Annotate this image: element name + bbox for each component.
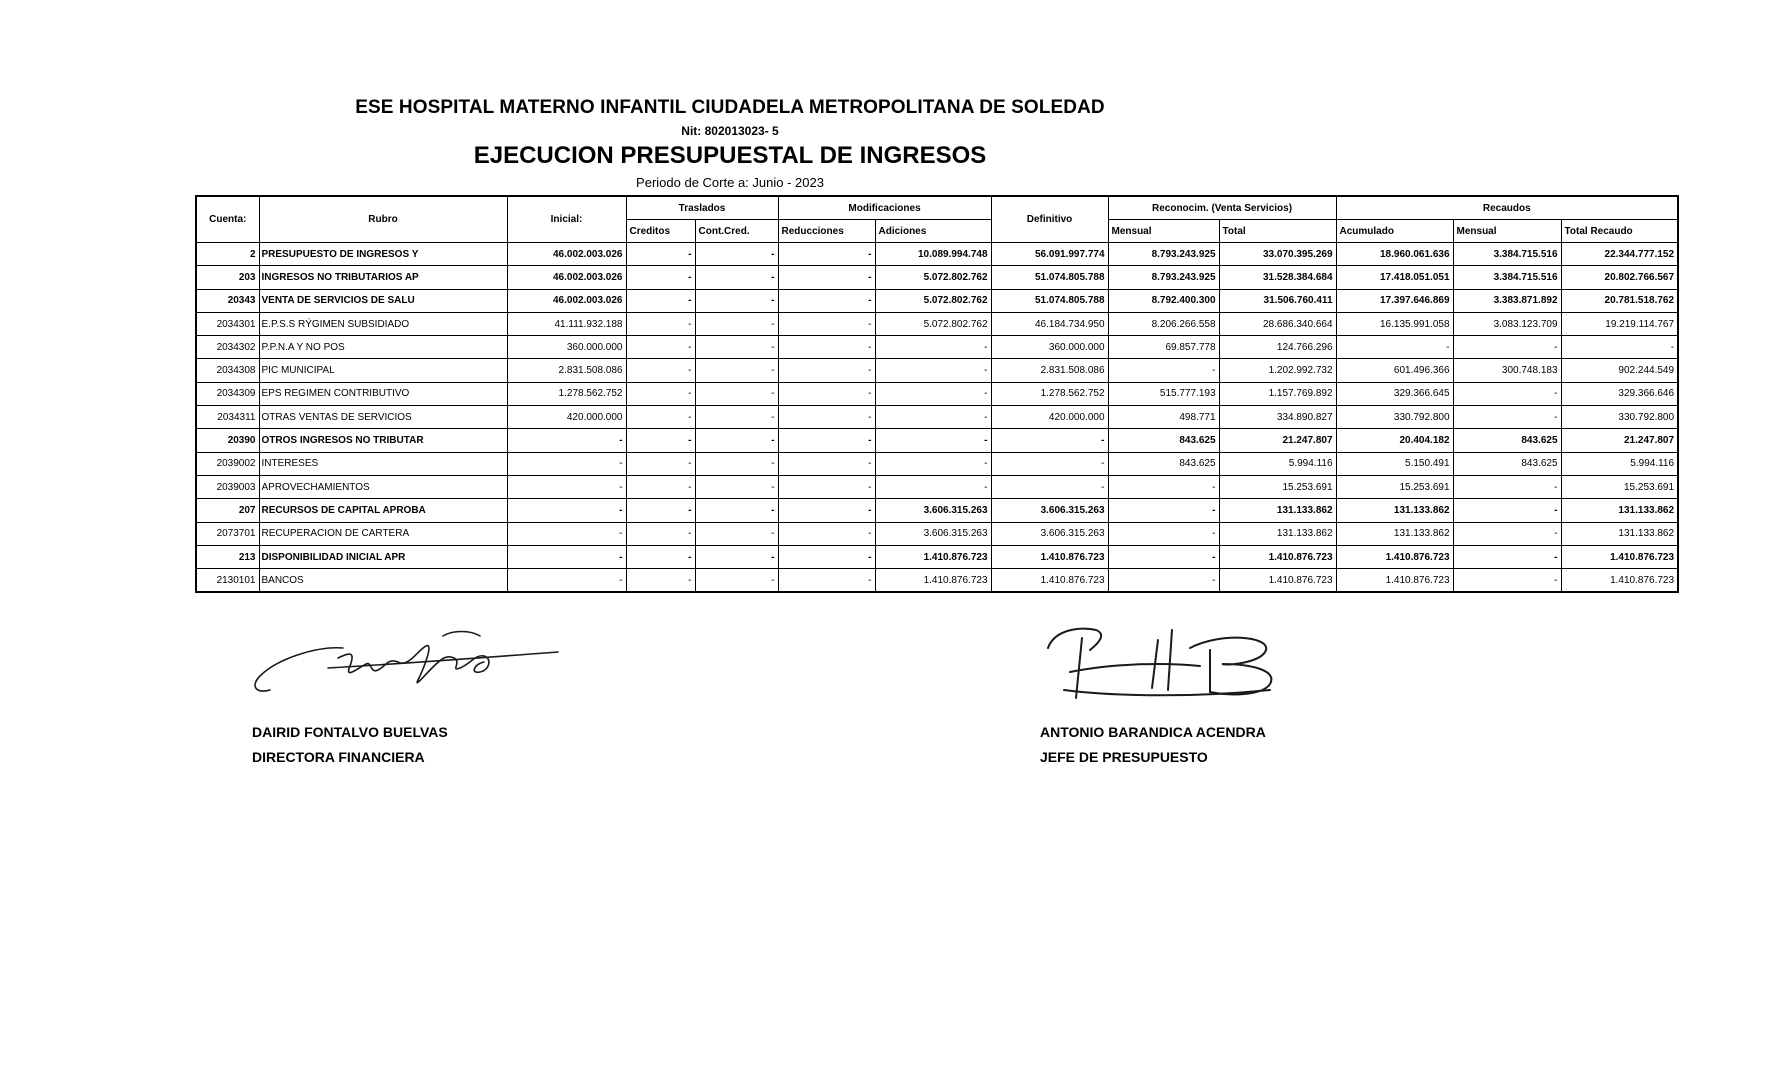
cell-inicial: - <box>507 452 626 475</box>
cell-reducciones: - <box>778 429 875 452</box>
cell-acumulado: 15.253.691 <box>1336 475 1453 498</box>
cell-creditos: - <box>626 359 695 382</box>
table-row <box>196 452 1678 475</box>
cell-total-recaudo: - <box>1561 336 1678 359</box>
cell-rec-mensual: 515.777.193 <box>1108 382 1219 405</box>
cell-reducciones: - <box>778 499 875 522</box>
cell-definitivo: 3.606.315.263 <box>991 522 1108 545</box>
cell-rubro: VENTA DE SERVICIOS DE SALU <box>259 289 507 312</box>
col-rubro: Rubro <box>259 196 507 243</box>
cell-acumulado: 131.133.862 <box>1336 522 1453 545</box>
cell-cuenta: 20343 <box>196 289 259 312</box>
cell-cuenta: 2 <box>196 243 259 266</box>
cell-adiciones: - <box>875 359 991 382</box>
cell-creditos: - <box>626 545 695 568</box>
table-row <box>196 522 1678 545</box>
cell-acumulado: 601.496.366 <box>1336 359 1453 382</box>
cell-total-recaudo: 20.781.518.762 <box>1561 289 1678 312</box>
cell-creditos: - <box>626 429 695 452</box>
table-header <box>196 196 1678 243</box>
table-row <box>196 406 1678 429</box>
cell-cuenta: 2130101 <box>196 569 259 593</box>
cell-acumulado: 1.410.876.723 <box>1336 569 1453 593</box>
cell-rubro: EPS REGIMEN CONTRIBUTIVO <box>259 382 507 405</box>
cell-rubro: PRESUPUESTO DE INGRESOS Y <box>259 243 507 266</box>
cell-reducciones: - <box>778 452 875 475</box>
cell-acumulado: 20.404.182 <box>1336 429 1453 452</box>
organization-name: ESE HOSPITAL MATERNO INFANTIL CIUDADELA METROPOLITANA DE SOLEDAD <box>355 97 1105 118</box>
cell-reducciones: - <box>778 522 875 545</box>
cell-adiciones: 3.606.315.263 <box>875 499 991 522</box>
cell-definitivo: - <box>991 429 1108 452</box>
cell-total-recaudo: 330.792.800 <box>1561 406 1678 429</box>
cell-inicial: 46.002.003.026 <box>507 266 626 289</box>
cell-total-recaudo: 1.410.876.723 <box>1561 545 1678 568</box>
cell-definitivo: - <box>991 475 1108 498</box>
cell-inicial: - <box>507 499 626 522</box>
cell-definitivo: 46.184.734.950 <box>991 312 1108 335</box>
cell-acumulado: 17.397.646.869 <box>1336 289 1453 312</box>
cell-rcd-mensual: 3.384.715.516 <box>1453 266 1561 289</box>
col-group-reconocim: Reconocim. (Venta Servicios) <box>1108 196 1336 220</box>
cell-rcd-mensual: - <box>1453 499 1561 522</box>
col-cuenta: Cuenta: <box>196 196 259 243</box>
cell-inicial: 46.002.003.026 <box>507 289 626 312</box>
cell-rubro: E.P.S.S RÝGIMEN SUBSIDIADO <box>259 312 507 335</box>
cell-rubro: RECUPERACION DE CARTERA <box>259 522 507 545</box>
cell-total-recaudo: 5.994.116 <box>1561 452 1678 475</box>
cell-creditos: - <box>626 266 695 289</box>
cell-rec-total: 5.994.116 <box>1219 452 1336 475</box>
col-group-recaudos: Recaudos <box>1336 196 1678 220</box>
cell-creditos: - <box>626 243 695 266</box>
cell-rec-mensual: 843.625 <box>1108 452 1219 475</box>
cell-cuenta: 203 <box>196 266 259 289</box>
cell-rec-mensual: 8.793.243.925 <box>1108 243 1219 266</box>
col-group-traslados: Traslados <box>626 196 778 220</box>
cell-rubro: OTRAS VENTAS DE SERVICIOS <box>259 406 507 429</box>
cell-creditos: - <box>626 336 695 359</box>
cell-rubro: RECURSOS DE CAPITAL APROBA <box>259 499 507 522</box>
cell-creditos: - <box>626 569 695 593</box>
signature-right-role: JEFE DE PRESUPUESTO <box>1040 749 1208 765</box>
cell-contcred: - <box>695 289 778 312</box>
cell-total-recaudo: 131.133.862 <box>1561 499 1678 522</box>
cell-acumulado: 18.960.061.636 <box>1336 243 1453 266</box>
report-period: Periodo de Corte a: Junio - 2023 <box>636 175 824 190</box>
cell-total-recaudo: 20.802.766.567 <box>1561 266 1678 289</box>
cell-total-recaudo: 131.133.862 <box>1561 522 1678 545</box>
cell-reducciones: - <box>778 406 875 429</box>
cell-rec-mensual: 843.625 <box>1108 429 1219 452</box>
cell-rec-total: 124.766.296 <box>1219 336 1336 359</box>
table-row <box>196 359 1678 382</box>
cell-creditos: - <box>626 312 695 335</box>
signature-right-name: ANTONIO BARANDICA ACENDRA <box>1040 724 1266 740</box>
signature-right-image <box>1040 620 1300 710</box>
cell-cuenta: 2039002 <box>196 452 259 475</box>
table-row <box>196 382 1678 405</box>
cell-contcred: - <box>695 266 778 289</box>
cell-rcd-mensual: 3.383.871.892 <box>1453 289 1561 312</box>
cell-adiciones: 1.410.876.723 <box>875 569 991 593</box>
cell-contcred: - <box>695 336 778 359</box>
cell-inicial: 41.111.932.188 <box>507 312 626 335</box>
cell-adiciones: 3.606.315.263 <box>875 522 991 545</box>
cell-inicial: - <box>507 522 626 545</box>
cell-reducciones: - <box>778 382 875 405</box>
nit-label: Nit: 802013023- 5 <box>681 124 779 138</box>
col-adiciones: Adiciones <box>875 220 991 243</box>
cell-cuenta: 2034308 <box>196 359 259 382</box>
cell-total-recaudo: 21.247.807 <box>1561 429 1678 452</box>
cell-rec-mensual: 69.857.778 <box>1108 336 1219 359</box>
cell-inicial: 2.831.508.086 <box>507 359 626 382</box>
signature-left-image <box>248 628 568 696</box>
cell-cuenta: 2073701 <box>196 522 259 545</box>
col-rec-total: Total <box>1219 220 1336 243</box>
cell-rec-total: 33.070.395.269 <box>1219 243 1336 266</box>
cell-acumulado: 131.133.862 <box>1336 499 1453 522</box>
cell-cuenta: 2039003 <box>196 475 259 498</box>
cell-contcred: - <box>695 569 778 593</box>
cell-inicial: - <box>507 429 626 452</box>
col-contcred: Cont.Cred. <box>695 220 778 243</box>
cell-rec-total: 31.506.760.411 <box>1219 289 1336 312</box>
table-row <box>196 289 1678 312</box>
cell-contcred: - <box>695 406 778 429</box>
cell-creditos: - <box>626 522 695 545</box>
cell-rubro: OTROS INGRESOS NO TRIBUTAR <box>259 429 507 452</box>
cell-rcd-mensual: - <box>1453 569 1561 593</box>
cell-cuenta: 2034309 <box>196 382 259 405</box>
cell-rcd-mensual: - <box>1453 382 1561 405</box>
cell-cuenta: 2034311 <box>196 406 259 429</box>
cell-rec-total: 15.253.691 <box>1219 475 1336 498</box>
cell-rubro: INGRESOS NO TRIBUTARIOS AP <box>259 266 507 289</box>
cell-acumulado: 329.366.645 <box>1336 382 1453 405</box>
col-creditos: Creditos <box>626 220 695 243</box>
cell-cuenta: 213 <box>196 545 259 568</box>
cell-cuenta: 207 <box>196 499 259 522</box>
signature-left-name: DAIRID FONTALVO BUELVAS <box>252 724 448 740</box>
cell-cuenta: 20390 <box>196 429 259 452</box>
cell-creditos: - <box>626 452 695 475</box>
cell-rec-total: 1.410.876.723 <box>1219 545 1336 568</box>
cell-inicial: 1.278.562.752 <box>507 382 626 405</box>
table-row <box>196 475 1678 498</box>
cell-total-recaudo: 22.344.777.152 <box>1561 243 1678 266</box>
table-row <box>196 336 1678 359</box>
cell-rec-mensual: - <box>1108 569 1219 593</box>
cell-inicial: - <box>507 545 626 568</box>
cell-rcd-mensual: - <box>1453 336 1561 359</box>
cell-acumulado: 330.792.800 <box>1336 406 1453 429</box>
cell-total-recaudo: 15.253.691 <box>1561 475 1678 498</box>
cell-adiciones: - <box>875 382 991 405</box>
cell-rec-total: 1.157.769.892 <box>1219 382 1336 405</box>
cell-contcred: - <box>695 243 778 266</box>
cell-adiciones: 1.410.876.723 <box>875 545 991 568</box>
cell-rec-total: 131.133.862 <box>1219 499 1336 522</box>
report-title: EJECUCION PRESUPUESTAL DE INGRESOS <box>473 142 987 169</box>
cell-reducciones: - <box>778 569 875 593</box>
cell-acumulado: 17.418.051.051 <box>1336 266 1453 289</box>
cell-definitivo: 56.091.997.774 <box>991 243 1108 266</box>
cell-reducciones: - <box>778 475 875 498</box>
col-rcd-mensual: Mensual <box>1453 220 1561 243</box>
cell-reducciones: - <box>778 243 875 266</box>
cell-rec-total: 334.890.827 <box>1219 406 1336 429</box>
cell-contcred: - <box>695 475 778 498</box>
cell-rubro: PIC MUNICIPAL <box>259 359 507 382</box>
cell-rec-mensual: - <box>1108 475 1219 498</box>
cell-definitivo: - <box>991 452 1108 475</box>
cell-adiciones: 5.072.802.762 <box>875 266 991 289</box>
cell-inicial: 420.000.000 <box>507 406 626 429</box>
cell-rec-total: 31.528.384.684 <box>1219 266 1336 289</box>
table-row <box>196 499 1678 522</box>
col-definitivo: Definitivo <box>991 196 1108 243</box>
cell-reducciones: - <box>778 266 875 289</box>
cell-contcred: - <box>695 359 778 382</box>
cell-definitivo: 420.000.000 <box>991 406 1108 429</box>
cell-acumulado: 5.150.491 <box>1336 452 1453 475</box>
col-rec-mensual: Mensual <box>1108 220 1219 243</box>
table-row <box>196 545 1678 568</box>
cell-rubro: P.P.N.A Y NO POS <box>259 336 507 359</box>
table-row <box>196 569 1678 593</box>
cell-rec-mensual: - <box>1108 359 1219 382</box>
cell-contcred: - <box>695 499 778 522</box>
cell-contcred: - <box>695 452 778 475</box>
cell-adiciones: - <box>875 452 991 475</box>
cell-rec-mensual: 8.206.266.558 <box>1108 312 1219 335</box>
cell-acumulado: - <box>1336 336 1453 359</box>
cell-adiciones: 5.072.802.762 <box>875 289 991 312</box>
cell-adiciones: 10.089.994.748 <box>875 243 991 266</box>
cell-rec-total: 1.410.876.723 <box>1219 569 1336 593</box>
cell-rcd-mensual: - <box>1453 475 1561 498</box>
table-row <box>196 312 1678 335</box>
cell-contcred: - <box>695 312 778 335</box>
cell-adiciones: 5.072.802.762 <box>875 312 991 335</box>
cell-total-recaudo: 19.219.114.767 <box>1561 312 1678 335</box>
cell-rcd-mensual: - <box>1453 522 1561 545</box>
cell-inicial: - <box>507 569 626 593</box>
cell-definitivo: 1.410.876.723 <box>991 569 1108 593</box>
cell-acumulado: 16.135.991.058 <box>1336 312 1453 335</box>
col-total-recaudo: Total Recaudo <box>1561 220 1678 243</box>
cell-reducciones: - <box>778 359 875 382</box>
cell-rcd-mensual: - <box>1453 545 1561 568</box>
cell-total-recaudo: 1.410.876.723 <box>1561 569 1678 593</box>
col-reducciones: Reducciones <box>778 220 875 243</box>
table-row <box>196 266 1678 289</box>
cell-creditos: - <box>626 382 695 405</box>
cell-total-recaudo: 902.244.549 <box>1561 359 1678 382</box>
cell-total-recaudo: 329.366.646 <box>1561 382 1678 405</box>
cell-contcred: - <box>695 522 778 545</box>
col-group-modificaciones: Modificaciones <box>778 196 991 220</box>
cell-rcd-mensual: 300.748.183 <box>1453 359 1561 382</box>
cell-reducciones: - <box>778 545 875 568</box>
cell-definitivo: 1.278.562.752 <box>991 382 1108 405</box>
cell-rec-mensual: 498.771 <box>1108 406 1219 429</box>
cell-creditos: - <box>626 475 695 498</box>
cell-rec-mensual: - <box>1108 522 1219 545</box>
cell-inicial: 360.000.000 <box>507 336 626 359</box>
cell-rubro: INTERESES <box>259 452 507 475</box>
cell-rec-mensual: 8.792.400.300 <box>1108 289 1219 312</box>
cell-rec-total: 28.686.340.664 <box>1219 312 1336 335</box>
budget-table <box>195 195 1679 593</box>
cell-definitivo: 3.606.315.263 <box>991 499 1108 522</box>
cell-rcd-mensual: 843.625 <box>1453 452 1561 475</box>
cell-inicial: 46.002.003.026 <box>507 243 626 266</box>
cell-rubro: BANCOS <box>259 569 507 593</box>
cell-rubro: DISPONIBILIDAD INICIAL APR <box>259 545 507 568</box>
cell-definitivo: 2.831.508.086 <box>991 359 1108 382</box>
cell-adiciones: - <box>875 429 991 452</box>
cell-rec-total: 131.133.862 <box>1219 522 1336 545</box>
cell-adiciones: - <box>875 336 991 359</box>
col-inicial: Inicial: <box>507 196 626 243</box>
table-body <box>196 243 1678 593</box>
cell-reducciones: - <box>778 312 875 335</box>
cell-acumulado: 1.410.876.723 <box>1336 545 1453 568</box>
col-acumulado: Acumulado <box>1336 220 1453 243</box>
cell-contcred: - <box>695 382 778 405</box>
cell-cuenta: 2034301 <box>196 312 259 335</box>
cell-creditos: - <box>626 406 695 429</box>
cell-rubro: APROVECHAMIENTOS <box>259 475 507 498</box>
cell-definitivo: 51.074.805.788 <box>991 266 1108 289</box>
signature-left-role: DIRECTORA FINANCIERA <box>252 749 425 765</box>
cell-rcd-mensual: 3.083.123.709 <box>1453 312 1561 335</box>
cell-rec-mensual: - <box>1108 499 1219 522</box>
cell-cuenta: 2034302 <box>196 336 259 359</box>
cell-rcd-mensual: 3.384.715.516 <box>1453 243 1561 266</box>
cell-rec-mensual: 8.793.243.925 <box>1108 266 1219 289</box>
cell-rcd-mensual: 843.625 <box>1453 429 1561 452</box>
cell-reducciones: - <box>778 336 875 359</box>
cell-reducciones: - <box>778 289 875 312</box>
cell-creditos: - <box>626 499 695 522</box>
cell-rec-total: 1.202.992.732 <box>1219 359 1336 382</box>
cell-creditos: - <box>626 289 695 312</box>
table-row <box>196 429 1678 452</box>
cell-definitivo: 360.000.000 <box>991 336 1108 359</box>
cell-rec-mensual: - <box>1108 545 1219 568</box>
cell-definitivo: 51.074.805.788 <box>991 289 1108 312</box>
cell-definitivo: 1.410.876.723 <box>991 545 1108 568</box>
table-row <box>196 243 1678 266</box>
cell-adiciones: - <box>875 406 991 429</box>
cell-rcd-mensual: - <box>1453 406 1561 429</box>
cell-contcred: - <box>695 545 778 568</box>
cell-rec-total: 21.247.807 <box>1219 429 1336 452</box>
cell-contcred: - <box>695 429 778 452</box>
cell-inicial: - <box>507 475 626 498</box>
cell-adiciones: - <box>875 475 991 498</box>
